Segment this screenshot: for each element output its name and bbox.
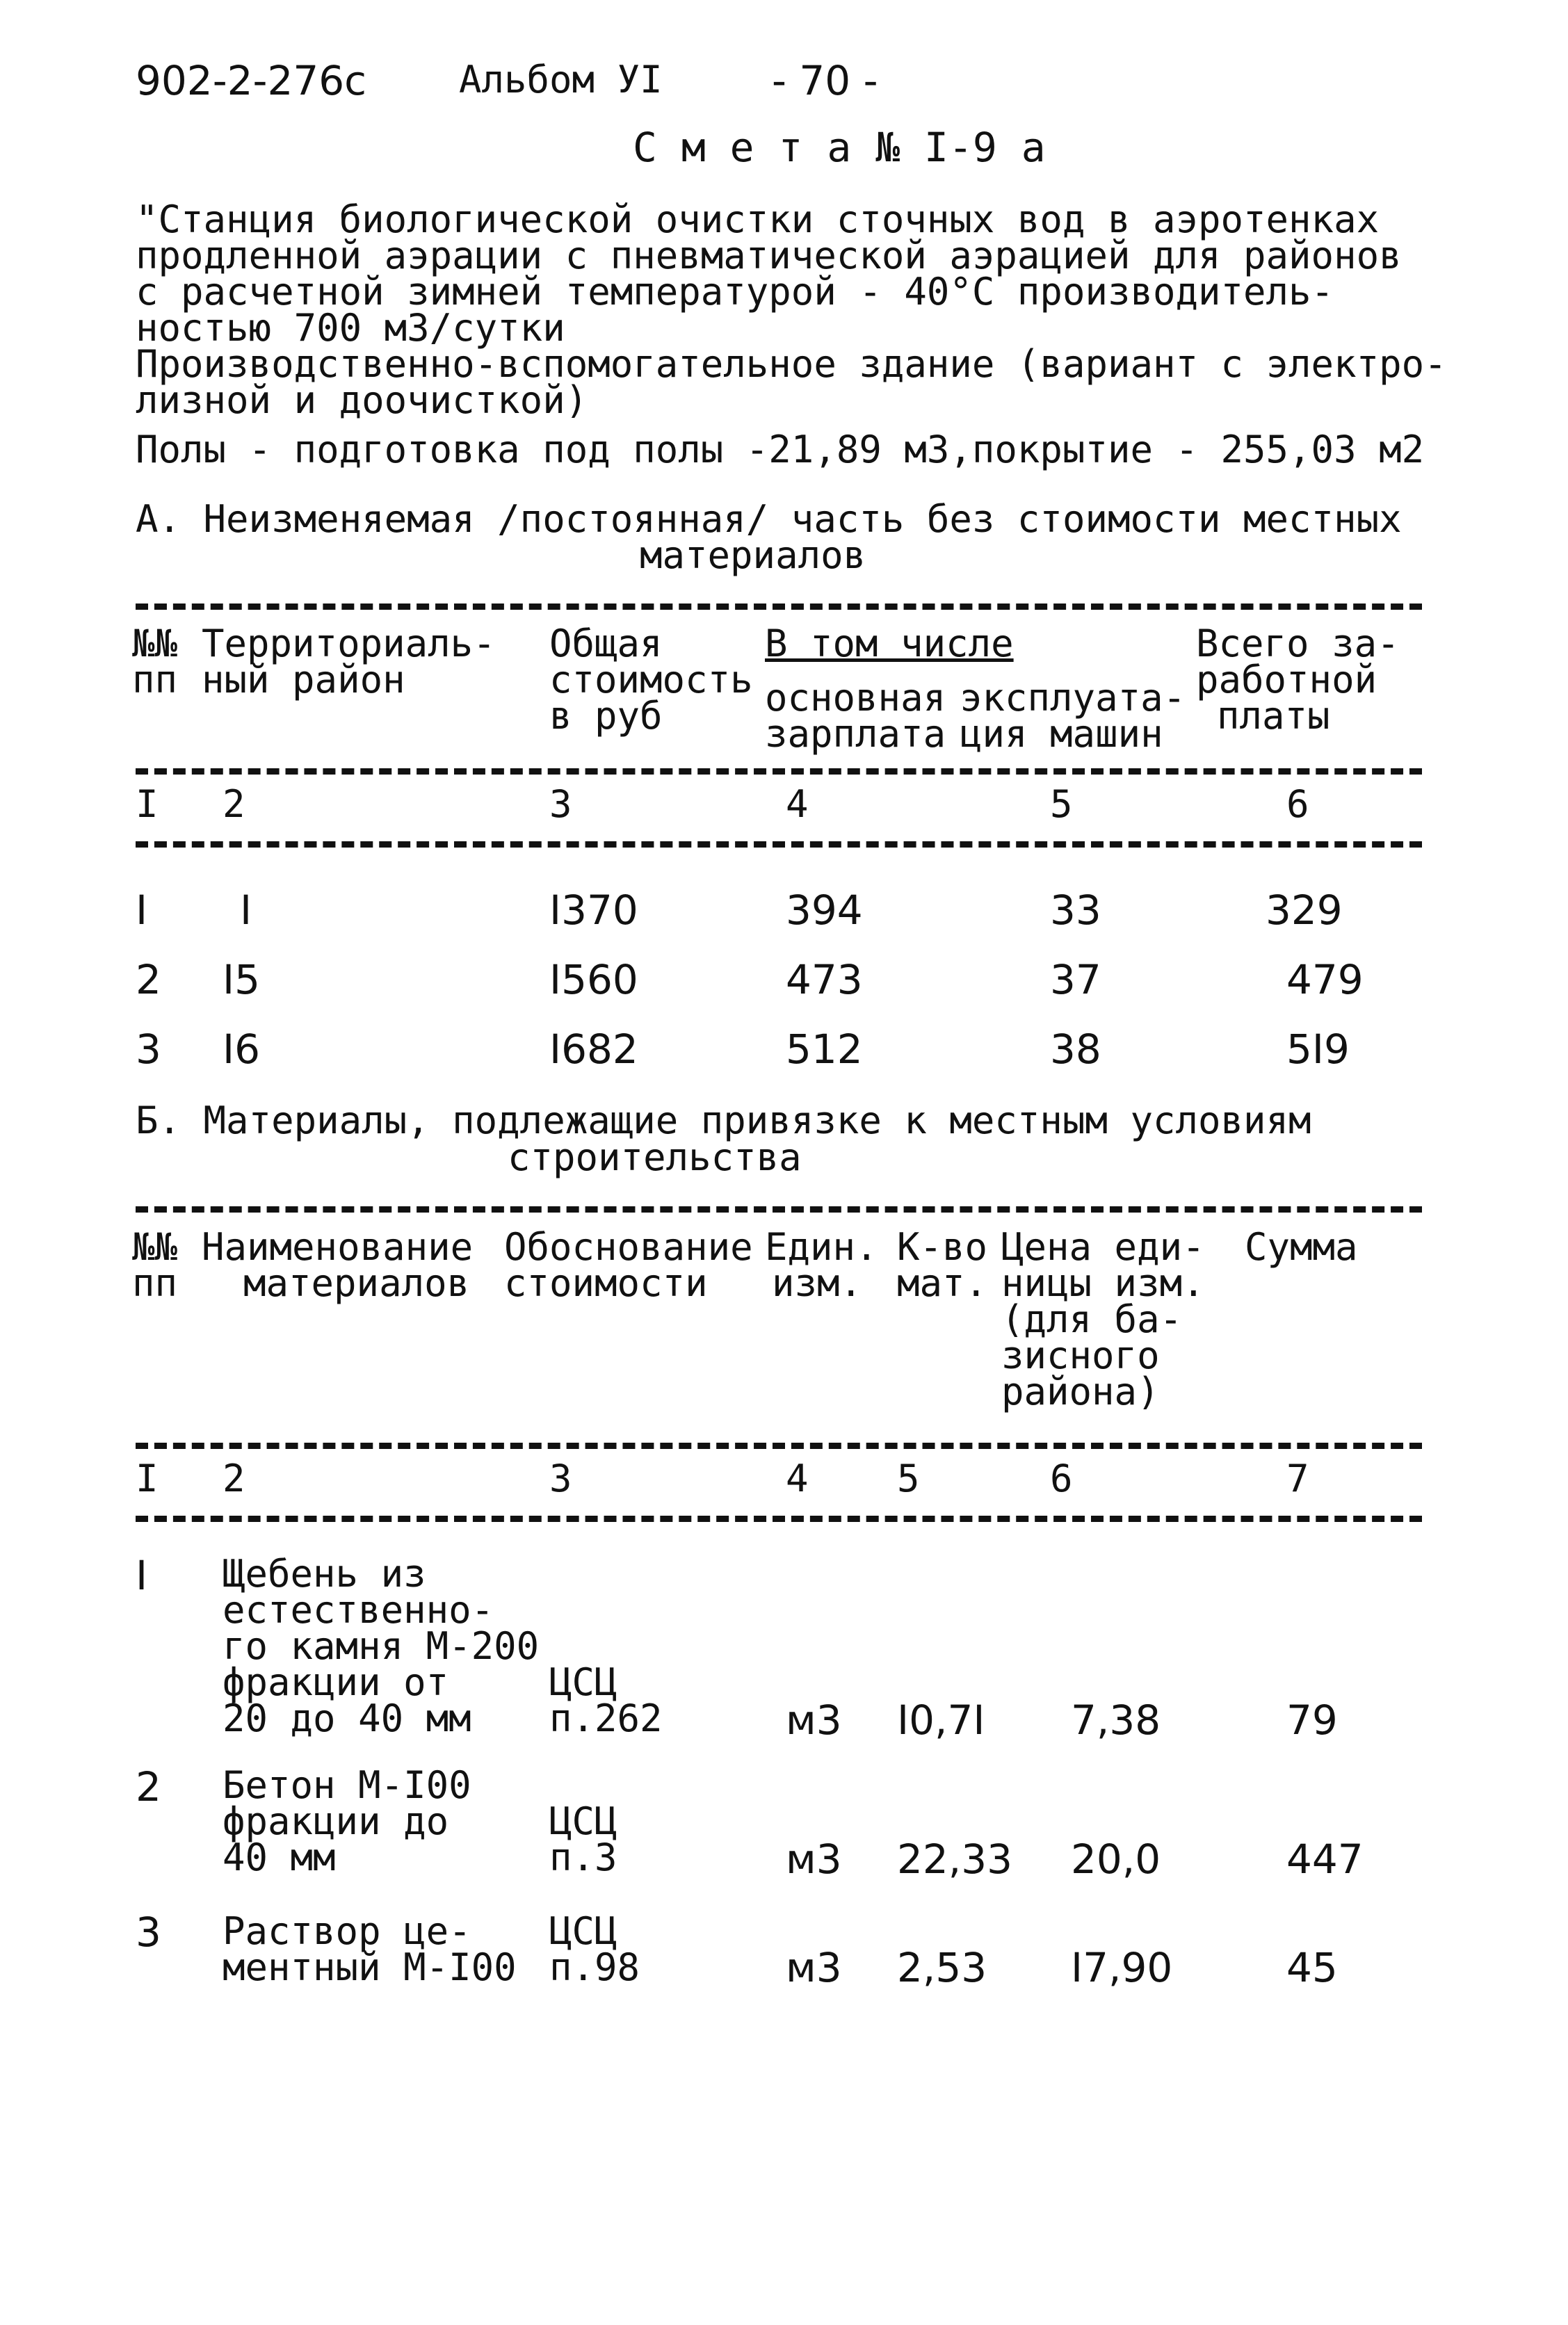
col-header-region: ный район — [202, 658, 405, 702]
col-number: 2 — [223, 1457, 245, 1500]
table-rule — [136, 841, 1422, 848]
row-basis: п.3 — [549, 1836, 617, 1879]
row-price: 7,38 — [1071, 1696, 1161, 1744]
row-total-wage: 329 — [1266, 886, 1343, 934]
col-header-price: (для ба- — [1001, 1297, 1183, 1341]
col-header-total-cost: Общая — [549, 622, 663, 665]
col-header-price: района) — [1001, 1370, 1160, 1413]
estimate-title: С м е т а № I-9 а — [633, 124, 1046, 171]
col-header-total-wage: платы — [1217, 694, 1330, 738]
row-price: I7,90 — [1071, 1944, 1173, 1991]
col-header-price: зисного — [1001, 1334, 1160, 1377]
row-total: I682 — [549, 1026, 638, 1073]
col-number: 6 — [1050, 1457, 1073, 1500]
row-num: 2 — [136, 956, 161, 1003]
col-number: 4 — [786, 1457, 809, 1500]
row-wage: 394 — [786, 886, 863, 934]
col-header-machines: ция машин — [960, 712, 1163, 756]
row-name: ментный М-I00 — [223, 1945, 517, 1989]
row-total: I370 — [549, 886, 638, 934]
col-number: 7 — [1286, 1457, 1309, 1500]
row-basis: ЦСЦ — [549, 1660, 617, 1704]
row-machines: 37 — [1050, 956, 1101, 1003]
description-line: ностью 700 м3/сутки — [136, 306, 565, 350]
row-sum: 79 — [1286, 1696, 1338, 1744]
col-header-qty: К-во — [897, 1225, 988, 1269]
col-header-unit: изм. — [772, 1261, 863, 1305]
row-basis: ЦСЦ — [549, 1799, 617, 1843]
col-header-basis: Обоснование — [504, 1225, 753, 1269]
col-number: 5 — [1050, 782, 1073, 826]
col-header-num: пп — [132, 658, 178, 702]
col-header-wage: основная — [765, 676, 946, 720]
row-machines: 38 — [1050, 1026, 1101, 1073]
row-unit: м3 — [786, 1836, 842, 1883]
row-name: Щебень из — [223, 1552, 426, 1596]
row-machines: 33 — [1050, 886, 1101, 934]
section-b-title: Б. Материалы, подлежащие привязке к местным условиям — [136, 1099, 1311, 1142]
col-header-including: В том числе — [765, 622, 1014, 665]
row-name: 40 мм — [223, 1836, 336, 1879]
floors-line: Полы - подготовка под полы -21,89 м3,покрытие - 255,03 м2 — [136, 428, 1425, 471]
row-total-wage: 479 — [1286, 956, 1364, 1003]
row-name: Раствор це- — [223, 1909, 471, 1953]
row-qty: 2,53 — [897, 1944, 987, 1991]
col-header-qty: мат. — [897, 1261, 988, 1305]
row-num: I — [136, 886, 148, 934]
col-header-name: материалов — [243, 1261, 470, 1305]
row-basis: п.262 — [549, 1696, 663, 1740]
row-qty: 22,33 — [897, 1836, 1013, 1883]
col-header-total-cost: в руб — [549, 694, 663, 738]
col-number: 5 — [897, 1457, 920, 1500]
description-line: Производственно-вспомогательное здание (вариант с электро- — [136, 342, 1447, 386]
row-sum: 45 — [1286, 1944, 1338, 1991]
row-num: 3 — [136, 1026, 161, 1073]
table-rule — [136, 768, 1422, 775]
col-header-machines: эксплуата- — [960, 676, 1186, 720]
row-region: I6 — [223, 1026, 261, 1073]
col-number: 2 — [223, 782, 245, 826]
row-num: 2 — [136, 1763, 161, 1810]
description-line: с расчетной зимней температурой - 40°С производитель- — [136, 270, 1334, 314]
row-unit: м3 — [786, 1944, 842, 1991]
row-total: I560 — [549, 956, 638, 1003]
col-number: 3 — [549, 1457, 572, 1500]
row-name: естественно- — [223, 1588, 494, 1632]
section-b-title-cont: строительства — [508, 1135, 802, 1179]
page-number: - 70 - — [772, 57, 878, 104]
col-header-region: Территориаль- — [202, 622, 496, 665]
section-a-title-cont: материалов — [640, 533, 866, 577]
col-header-total-wage: работной — [1196, 658, 1377, 702]
col-header-num: №№ — [132, 1225, 178, 1269]
row-region: I — [240, 886, 252, 934]
col-header-price: Цена еди- — [1001, 1225, 1205, 1269]
row-wage: 512 — [786, 1026, 863, 1073]
col-header-sum: Сумма — [1245, 1225, 1358, 1269]
row-name: го камня М-200 — [223, 1624, 540, 1668]
col-number: 6 — [1286, 782, 1309, 826]
row-basis: п.98 — [549, 1945, 640, 1989]
row-unit: м3 — [786, 1696, 842, 1744]
table-rule — [136, 1443, 1422, 1449]
section-a-title: А. Неизменяемая /постоянная/ часть без стоимости местных — [136, 497, 1402, 541]
album-label: Альбом УI — [459, 58, 663, 102]
col-header-wage: зарплата — [765, 712, 946, 756]
document-code: 902-2-276с — [136, 57, 367, 104]
col-header-total-cost: стоимость — [549, 658, 753, 702]
table-rule — [136, 603, 1422, 610]
table-rule — [136, 1206, 1422, 1213]
col-header-basis: стоимости — [504, 1261, 708, 1305]
row-name: фракции от — [223, 1660, 449, 1704]
row-sum: 447 — [1286, 1836, 1364, 1883]
col-header-name: Наименование — [202, 1225, 474, 1269]
col-number: 3 — [549, 782, 572, 826]
description-line: продленной аэрации с пневматической аэрацией для районов — [136, 234, 1402, 277]
col-number: 4 — [786, 782, 809, 826]
row-price: 20,0 — [1071, 1836, 1161, 1883]
row-region: I5 — [223, 956, 261, 1003]
row-wage: 473 — [786, 956, 863, 1003]
table-rule — [136, 1516, 1422, 1522]
row-qty: I0,7I — [897, 1696, 985, 1744]
row-name: фракции до — [223, 1799, 449, 1843]
description-line: "Станция биологической очистки сточных вод в аэротенках — [136, 197, 1380, 241]
row-total-wage: 5I9 — [1286, 1026, 1350, 1073]
row-name: 20 до 40 мм — [223, 1696, 471, 1740]
description-line: лизной и доочисткой) — [136, 378, 588, 422]
col-number: I — [136, 1457, 159, 1500]
col-header-num: пп — [132, 1261, 178, 1305]
col-header-total-wage: Всего за- — [1196, 622, 1400, 665]
row-basis: ЦСЦ — [549, 1909, 617, 1953]
row-num: 3 — [136, 1909, 161, 1956]
col-header-num: №№ — [132, 622, 178, 665]
col-header-price: ницы изм. — [1001, 1261, 1205, 1305]
row-num: I — [136, 1552, 148, 1599]
col-header-unit: Един. — [765, 1225, 878, 1269]
row-name: Бетон М-I00 — [223, 1763, 471, 1807]
col-number: I — [136, 782, 159, 826]
